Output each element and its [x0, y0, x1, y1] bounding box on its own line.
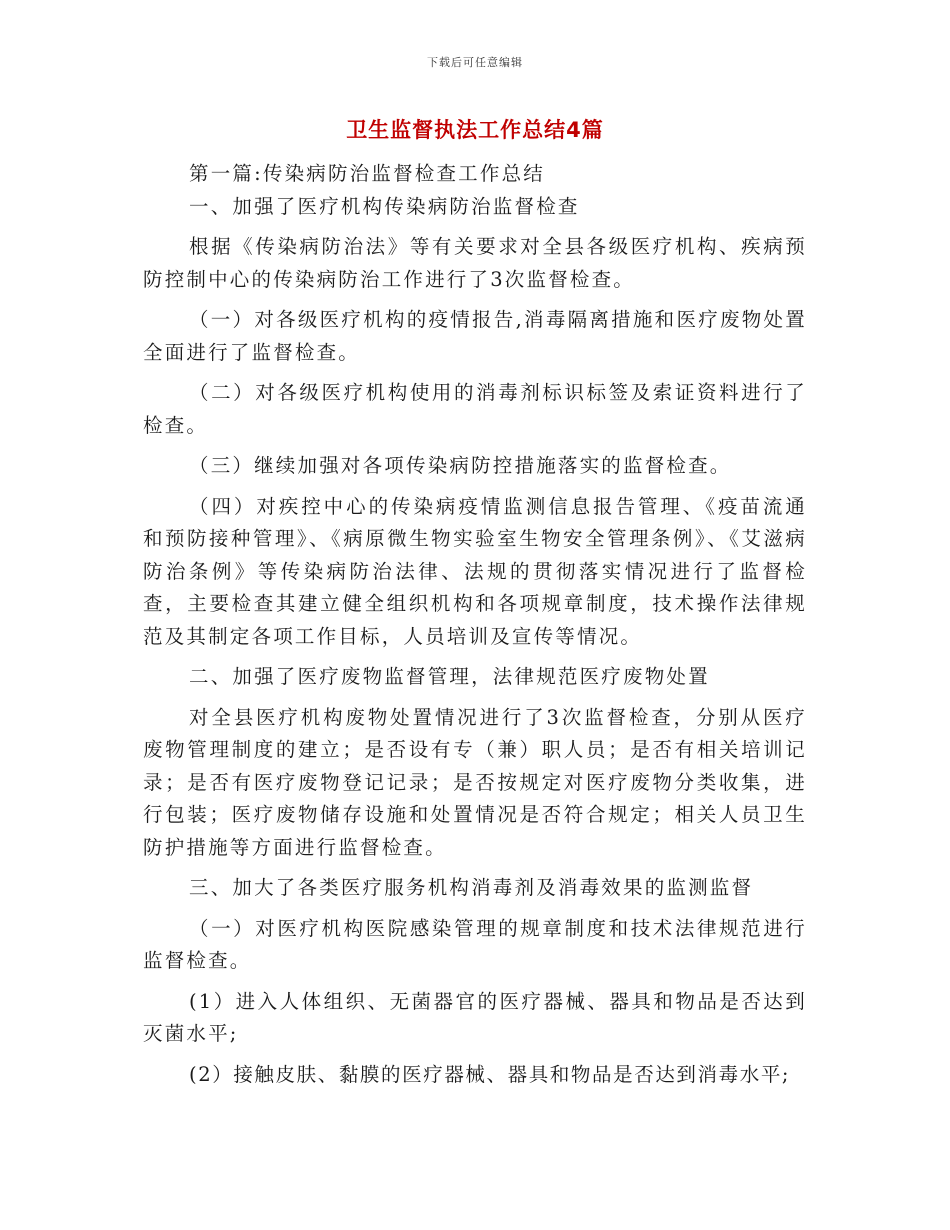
paragraph-section-heading: 三、加大了各类医疗服务机构消毒剂及消毒效果的监测监督	[189, 876, 754, 899]
paragraph: 根据《传染病防治法》等有关要求对全县各级医疗机构、疾病预防控制中心的传染病防治工作进行了3次监督检查。	[143, 235, 807, 291]
paragraph: （二）对各级医疗机构使用的消毒剂标识标签及索证资料进行了检查。	[143, 381, 807, 437]
paragraph: 对全县医疗机构废物处置情况进行了3次监督检查，分别从医疗废物管理制度的建立；是否设有专（兼）职人员；是否有相关培训记录；是否有医疗废物登记记录；是否按规定对医疗废物分类收集，进行包装；医疗废物储存设施和处置情况是否符合规定；相关人员卫生防护措施等方面进行监督检查。	[143, 705, 807, 859]
paragraph: (1）进入人体组织、无菌器官的医疗器械、器具和物品是否达到灭菌水平;	[143, 989, 807, 1045]
paragraph-section-heading: 二、加强了医疗废物监督管理，法律规范医疗废物处置	[189, 665, 710, 688]
paragraph: (2）接触皮肤、黏膜的医疗器械、器具和物品是否达到消毒水平;	[189, 1062, 791, 1086]
paragraph-section-heading: 一、加强了医疗机构传染病防治监督检查	[189, 194, 580, 218]
document-title: 卫生监督执法工作总结4篇	[346, 118, 604, 142]
paragraph: （三）继续加强对各项传染病防控措施落实的监督检查。	[189, 454, 732, 477]
paragraph-part-heading: 第一篇:传染病防治监督检查工作总结	[189, 162, 545, 185]
header-note: 下载后可任意编辑	[427, 56, 523, 69]
document-body	[143, 158, 807, 1091]
paragraph: （一）对医疗机构医院感染管理的规章制度和技术法律规范进行监督检查。	[143, 916, 807, 972]
paragraph: （四）对疾控中心的传染病疫情监测信息报告管理、《疫苗流通和预防接种管理》、《病原微生物实验室生物安全管理条例》、《艾滋病防治条例》等传染病防治法律、法规的贯彻落实情况进行了监督检查，主要检查其建立健全组织机构和各项规章制度，技术操作法律规范及其制定各项工作目标，人员培训及宣传等情况。	[143, 494, 807, 648]
paragraph: （一）对各级医疗机构的疫情报告,消毒隔离措施和医疗废物处置全面进行了监督检查。	[143, 308, 807, 364]
